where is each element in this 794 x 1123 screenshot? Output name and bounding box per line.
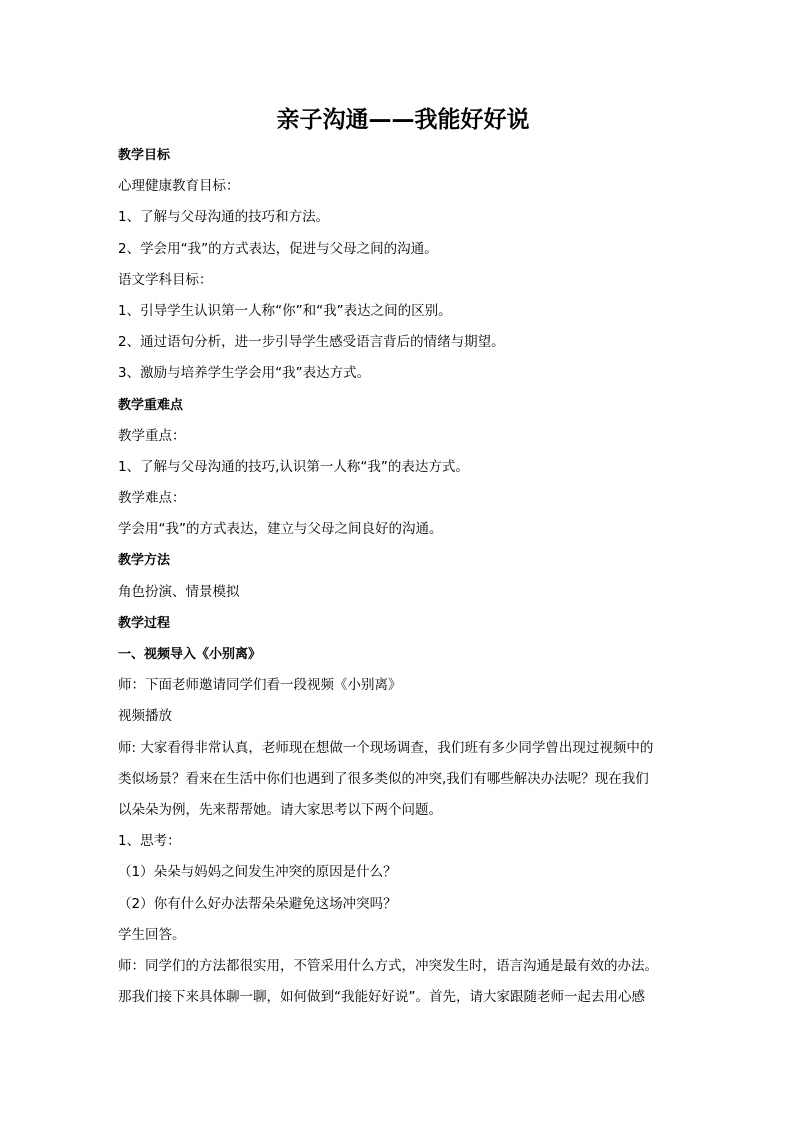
paragraph-line: 2、学会用“我”的方式表达，促进与父母之间的沟通。 xyxy=(118,240,438,257)
paragraph-line: 1、了解与父母沟通的技巧和方法。 xyxy=(118,209,330,226)
paragraph-line: 师: 大家看得非常认真，老师现在想做一个现场调查，我们班有多少同学曾出现过视频中的 xyxy=(118,739,654,756)
section-heading: 教学过程 xyxy=(118,615,171,631)
document-page xyxy=(118,100,688,1013)
document-body xyxy=(118,140,688,1013)
paragraph-line: （2）你有什么好办法帮朵朵避免这场冲突吗？ xyxy=(118,895,397,912)
paragraph-line: 视频播放 xyxy=(118,708,172,725)
paragraph-line: 教学重点： xyxy=(118,427,186,444)
paragraph-line: 1、了解与父母沟通的技巧,认识第一人称“我”的表达方式。 xyxy=(118,458,469,475)
section-heading: 教学方法 xyxy=(118,553,171,569)
paragraph-line: 师：下面老师邀请同学们看一段视频《小别离》 xyxy=(118,677,402,694)
paragraph-line: 语文学科目标： xyxy=(118,271,213,288)
paragraph-line: 3、激励与培养学生学会用“我”表达方式。 xyxy=(118,365,371,382)
paragraph-line: 1、引导学生认识第一人称“你”和“我”表达之间的区别。 xyxy=(118,302,452,319)
paragraph-line: 1、思考： xyxy=(118,833,181,850)
section-heading: 教学重难点 xyxy=(118,397,184,413)
paragraph-line: 心理健康教育目标： xyxy=(118,178,240,195)
section-heading: 教学目标 xyxy=(118,148,171,163)
paragraph-line: 2、通过语句分析，进一步引导学生感受语言背后的情绪与期望。 xyxy=(118,334,505,351)
paragraph-line: 角色扮演、情景模拟 xyxy=(118,583,240,600)
paragraph-line: 师：同学们的方法都很实用，不管采用什么方式，冲突发生时，语言沟通是最有效的办法。 xyxy=(118,957,658,974)
paragraph-line: 学会用“我”的方式表达，建立与父母之间良好的沟通。 xyxy=(118,521,443,538)
paragraph-line: 类似场景？看来在生活中你们也遇到了很多类似的冲突,我们有哪些解决办法呢？现在我们 xyxy=(118,770,649,787)
paragraph-line: 学生回答。 xyxy=(118,926,186,943)
paragraph-line: （1）朵朵与妈妈之间发生冲突的原因是什么？ xyxy=(118,864,397,881)
paragraph-line: 那我们接下来具体聊一聊，如何做到“我能好好说”。首先，请大家跟随老师一起去用心感 xyxy=(118,989,645,1006)
paragraph-line: 以朵朵为例，先来帮帮她。请大家思考以下两个问题。 xyxy=(118,801,442,818)
document-title: 亲子沟通——我能好好说 xyxy=(276,107,530,133)
section-heading: 一、视频导入《小别离》 xyxy=(118,647,262,662)
paragraph-line: 教学难点： xyxy=(118,490,186,507)
